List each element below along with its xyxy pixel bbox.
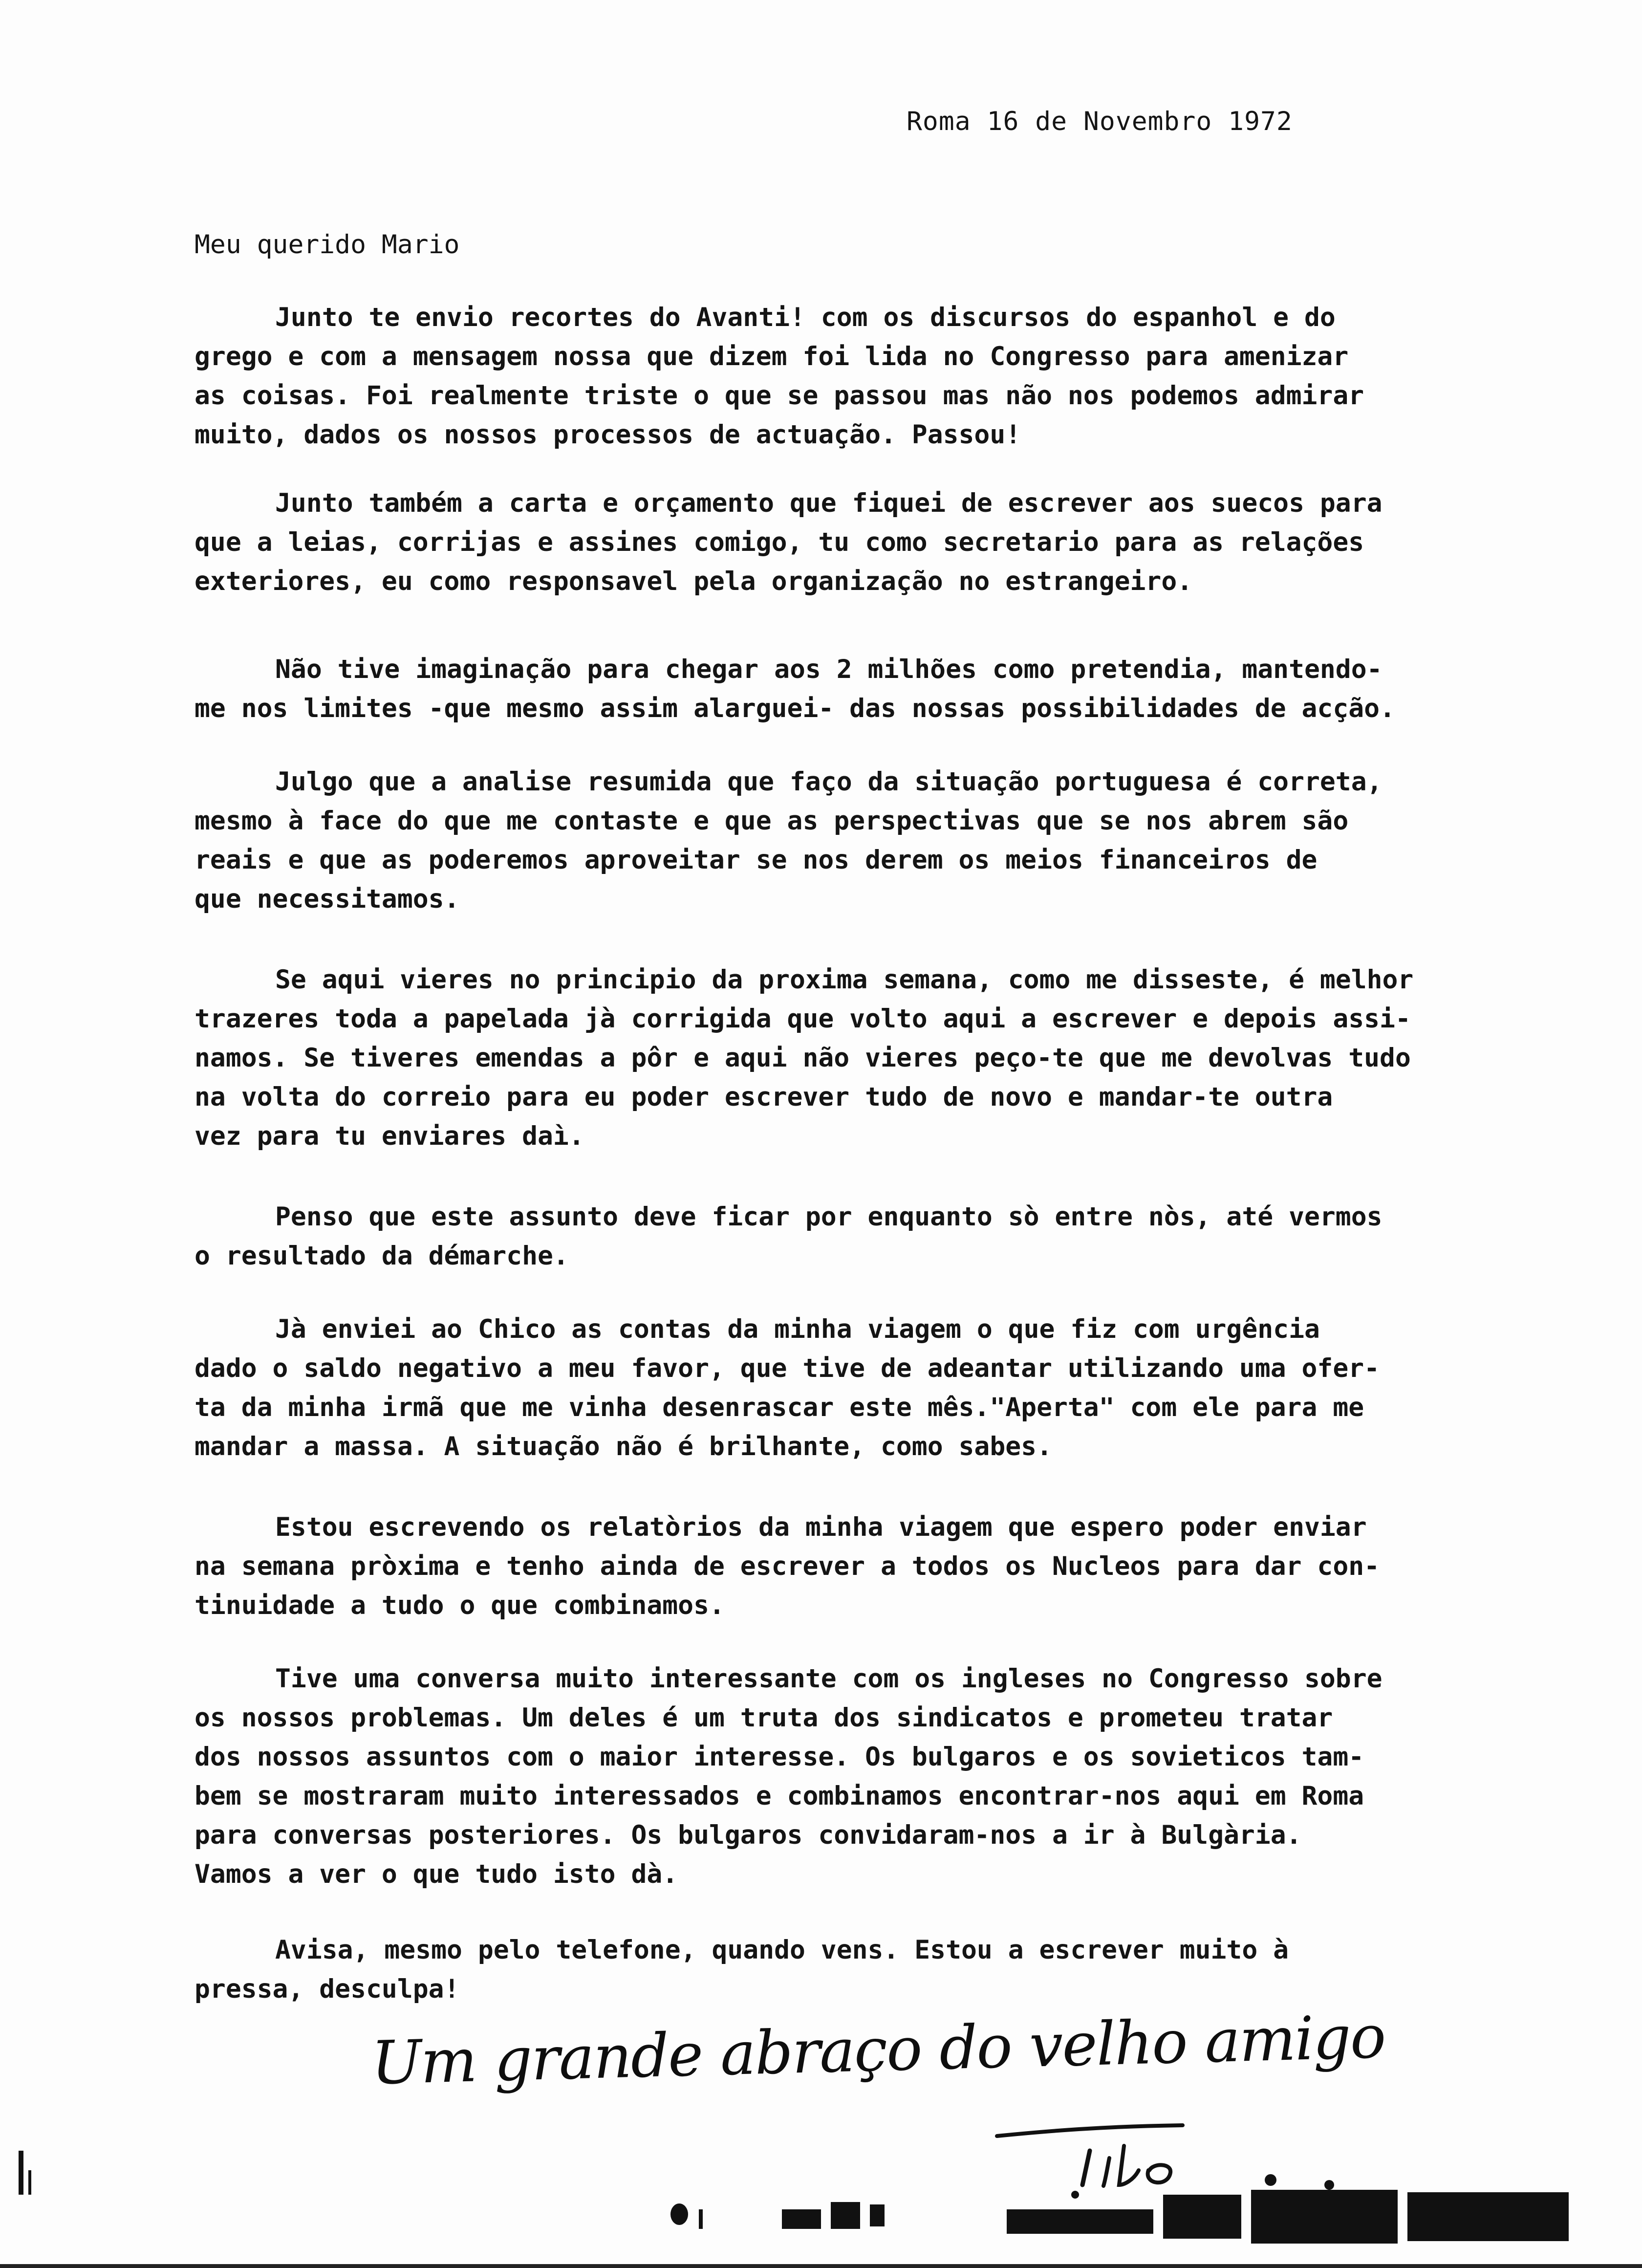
letter-paragraph	[194, 960, 1514, 1156]
paragraph-line: para conversas posteriores. Os bulgaros convidaram-nos a ir à Bulgària.	[194, 1820, 1302, 1850]
paragraph-line: Vamos a ver o que tudo isto dà.	[194, 1859, 678, 1889]
paragraph-line: namos. Se tiveres emendas a pôr e aqui não vieres peço-te que me devolvas tudo	[194, 1043, 1411, 1073]
paragraph-line: ta da minha irmã que me vinha desenrascar este mês."Aperta" com ele para me	[194, 1393, 1364, 1422]
salutation: Meu querido Mario	[194, 230, 460, 260]
paragraph-line: Estou escrevendo os relatòrios da minha viagem que espero poder enviar	[275, 1512, 1367, 1542]
paragraph-line: exteriores, eu como responsavel pela organização no estrangeiro.	[194, 567, 1193, 596]
letter-paragraph	[194, 1659, 1514, 1894]
paragraph-line: o resultado da démarche.	[194, 1241, 569, 1271]
paragraph-line: Julgo que a analise resumida que faço da situação portuguesa é correta,	[275, 767, 1383, 797]
letter-paragraph	[194, 298, 1514, 455]
paragraph-line: muito, dados os nossos processos de actuação. Passou!	[194, 420, 1021, 450]
paragraph-line: Se aqui vieres no principio da proxima semana, como me disseste, é melhor	[275, 965, 1414, 995]
paragraph-line: Jà enviei ao Chico as contas da minha viagem o que fiz com urgência	[275, 1314, 1320, 1344]
letter-paragraph	[194, 1931, 1514, 2009]
dateline: Roma 16 de Novembro 1972	[907, 107, 1293, 136]
letter-paragraph	[194, 1508, 1514, 1625]
paragraph-line: os nossos problemas. Um deles é um truta dos sindicatos e prometeu tratar	[194, 1703, 1333, 1733]
paragraph-line: mesmo à face do que me contaste e que as perspectivas que se nos abrem são	[194, 806, 1349, 836]
letter-paragraph	[194, 763, 1514, 919]
paragraph-line: me nos limites -que mesmo assim alarguei- das nossas possibilidades de acção.	[194, 694, 1395, 723]
letter-paragraph	[194, 1310, 1514, 1466]
paragraph-line: tinuidade a tudo o que combinamos.	[194, 1591, 725, 1620]
paragraph-line: Junto te envio recortes do Avanti! com os discursos do espanhol e do	[275, 303, 1336, 332]
letter-paragraph	[194, 1198, 1514, 1276]
handwritten-closing: Um grande abraço do velho amigo	[370, 2002, 1386, 2098]
paragraph-line: que necessitamos.	[194, 884, 460, 914]
paragraph-line: grego e com a mensagem nossa que dizem foi lida no Congresso para amenizar	[194, 342, 1349, 371]
scan-artifacts	[0, 2136, 1642, 2268]
paragraph-line: Avisa, mesmo pelo telefone, quando vens. Estou a escrever muito à	[275, 1935, 1289, 1965]
paragraph-line: as coisas. Foi realmente triste o que se passou mas não nos podemos admirar	[194, 381, 1364, 411]
paragraph-line: Não tive imaginação para chegar aos 2 milhões como pretendia, mantendo-	[275, 654, 1383, 684]
paragraph-line: bem se mostraram muito interessados e combinamos encontrar-nos aqui em Roma	[194, 1781, 1364, 1811]
paragraph-line: reais e que as poderemos aproveitar se nos derem os meios financeiros de	[194, 845, 1318, 875]
letter-paragraph	[194, 650, 1514, 728]
paragraph-line: Junto também a carta e orçamento que fiquei de escrever aos suecos para	[275, 488, 1383, 518]
letter-paragraph	[194, 484, 1514, 601]
paragraph-line: pressa, desculpa!	[194, 1974, 460, 2004]
paragraph-line: vez para tu enviares daì.	[194, 1121, 584, 1151]
paragraph-line: mandar a massa. A situação não é brilhante, como sabes.	[194, 1432, 1052, 1461]
paragraph-line: dos nossos assuntos com o maior interesse. Os bulgaros e os sovieticos tam-	[194, 1742, 1364, 1772]
paragraph-line: trazeres toda a papelada jà corrigida que volto aqui a escrever e depois assi-	[194, 1004, 1411, 1034]
paragraph-line: Penso que este assunto deve ficar por enquanto sò entre nòs, até vermos	[275, 1202, 1383, 1232]
paragraph-line: Tive uma conversa muito interessante com os ingleses no Congresso sobre	[275, 1664, 1383, 1694]
paragraph-line: na semana pròxima e tenho ainda de escrever a todos os Nucleos para dar con-	[194, 1551, 1380, 1581]
paragraph-line: que a leias, corrijas e assines comigo, tu como secretario para as relações	[194, 527, 1364, 557]
paragraph-line: dado o saldo negativo a meu favor, que tive de adeantar utilizando uma ofer-	[194, 1353, 1380, 1383]
paragraph-line: na volta do correio para eu poder escrever tudo de novo e mandar-te outra	[194, 1082, 1333, 1112]
